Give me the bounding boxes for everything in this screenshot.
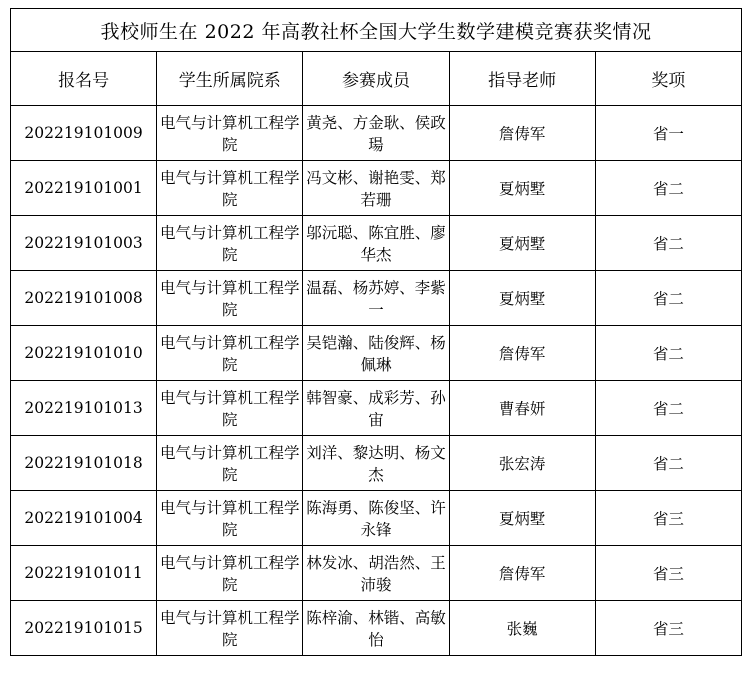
cell-registration-number: 202219101001	[11, 161, 157, 216]
cell-team-members: 陈海勇、陈俊坚、许永锋	[303, 491, 449, 546]
cell-team-members: 韩智豪、成彩芳、孙宙	[303, 381, 449, 436]
cell-registration-number: 202219101004	[11, 491, 157, 546]
cell-team-members: 邬沅聪、陈宜胜、廖华杰	[303, 216, 449, 271]
cell-registration-number: 202219101003	[11, 216, 157, 271]
cell-department: 电气与计算机工程学院	[157, 436, 303, 491]
cell-award: 省二	[595, 216, 741, 271]
cell-award: 省二	[595, 436, 741, 491]
cell-award: 省一	[595, 106, 741, 161]
cell-advisor: 夏炳墅	[449, 216, 595, 271]
cell-registration-number: 202219101013	[11, 381, 157, 436]
cell-award: 省二	[595, 271, 741, 326]
cell-department: 电气与计算机工程学院	[157, 271, 303, 326]
table-row	[11, 326, 742, 381]
table-row	[11, 491, 742, 546]
cell-team-members: 林发冰、胡浩然、王沛骏	[303, 546, 449, 601]
cell-team-members: 吴铠瀚、陆俊辉、杨佩琳	[303, 326, 449, 381]
column-header-department: 学生所属院系	[157, 52, 303, 106]
table-row	[11, 271, 742, 326]
column-header-registration-number: 报名号	[11, 52, 157, 106]
cell-department: 电气与计算机工程学院	[157, 601, 303, 656]
award-table	[10, 8, 742, 656]
cell-registration-number: 202219101015	[11, 601, 157, 656]
cell-advisor: 张宏涛	[449, 436, 595, 491]
table-header-row	[11, 52, 742, 106]
cell-team-members: 冯文彬、谢艳雯、郑若珊	[303, 161, 449, 216]
document-title: 我校师生在 2022 年高教社杯全国大学生数学建模竞赛获奖情况	[11, 9, 742, 52]
cell-award: 省三	[595, 491, 741, 546]
cell-award: 省二	[595, 161, 741, 216]
cell-department: 电气与计算机工程学院	[157, 216, 303, 271]
cell-department: 电气与计算机工程学院	[157, 161, 303, 216]
cell-department: 电气与计算机工程学院	[157, 491, 303, 546]
cell-department: 电气与计算机工程学院	[157, 381, 303, 436]
cell-award: 省三	[595, 601, 741, 656]
table-row	[11, 436, 742, 491]
cell-department: 电气与计算机工程学院	[157, 106, 303, 161]
column-header-team-members: 参赛成员	[303, 52, 449, 106]
cell-registration-number: 202219101009	[11, 106, 157, 161]
cell-team-members: 刘洋、黎达明、杨文杰	[303, 436, 449, 491]
table-row	[11, 601, 742, 656]
column-header-award: 奖项	[595, 52, 741, 106]
cell-registration-number: 202219101018	[11, 436, 157, 491]
table-row	[11, 381, 742, 436]
column-header-advisor: 指导老师	[449, 52, 595, 106]
table-row	[11, 161, 742, 216]
cell-registration-number: 202219101010	[11, 326, 157, 381]
cell-advisor: 张巍	[449, 601, 595, 656]
cell-advisor: 曹春妍	[449, 381, 595, 436]
table-row	[11, 216, 742, 271]
cell-advisor: 夏炳墅	[449, 271, 595, 326]
cell-award: 省二	[595, 381, 741, 436]
cell-team-members: 温磊、杨苏婷、李紫一	[303, 271, 449, 326]
cell-team-members: 黄尧、方金耿、侯政瑒	[303, 106, 449, 161]
cell-department: 电气与计算机工程学院	[157, 326, 303, 381]
cell-award: 省二	[595, 326, 741, 381]
cell-advisor: 詹俦军	[449, 326, 595, 381]
table-row	[11, 546, 742, 601]
table-title-row	[11, 9, 742, 52]
cell-advisor: 詹俦军	[449, 106, 595, 161]
cell-team-members: 陈梓渝、林锴、高敏怡	[303, 601, 449, 656]
cell-advisor: 夏炳墅	[449, 491, 595, 546]
cell-advisor: 詹俦军	[449, 546, 595, 601]
table-row	[11, 106, 742, 161]
cell-department: 电气与计算机工程学院	[157, 546, 303, 601]
cell-award: 省三	[595, 546, 741, 601]
cell-registration-number: 202219101008	[11, 271, 157, 326]
cell-registration-number: 202219101011	[11, 546, 157, 601]
cell-advisor: 夏炳墅	[449, 161, 595, 216]
